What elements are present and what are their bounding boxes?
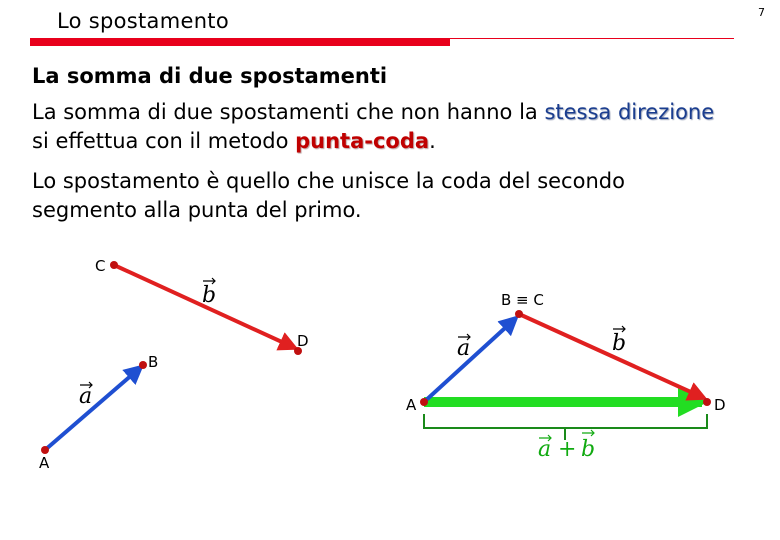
label-a: A	[406, 396, 417, 414]
point-a	[41, 446, 49, 454]
point-bc	[515, 310, 523, 318]
label-a: A	[39, 454, 50, 472]
vector-a-symbol: a	[79, 384, 93, 409]
paragraph-text: La somma di due spostamenti che non hanno la	[32, 100, 545, 124]
label-d: D	[714, 396, 726, 414]
highlight-method: punta-coda	[295, 129, 430, 153]
sum-b-symbol: b	[581, 437, 596, 462]
label-d: D	[297, 332, 309, 350]
vector-a-symbol: a	[457, 336, 471, 361]
label-b-equiv-c: B ≡ C	[501, 291, 544, 309]
vector-b-symbol: b	[612, 331, 627, 356]
section-heading: La somma di due spostamenti	[32, 64, 388, 88]
point-c	[110, 261, 118, 269]
vector-b-symbol: b	[202, 283, 217, 308]
paragraph-result: Lo spostamento è quello che unisce la coda del secondo segmento alla punta del primo.	[32, 169, 625, 222]
paragraph-text: .	[429, 129, 436, 153]
vector-a-line	[45, 367, 141, 450]
paragraph-text: si effettua con il metodo	[32, 129, 296, 153]
right-diagram	[406, 291, 726, 462]
sum-a-symbol: a	[538, 437, 552, 462]
left-diagram	[39, 257, 309, 472]
sum-plus-symbol: +	[558, 437, 577, 462]
label-c: C	[95, 257, 106, 275]
point-b	[139, 361, 147, 369]
label-b: B	[148, 353, 159, 371]
slide-number: 7	[758, 6, 765, 19]
highlight-direction: stessa direzione	[544, 100, 715, 124]
sum-b-arrow-icon	[582, 430, 594, 436]
point-d	[703, 398, 711, 406]
vector-b-line	[519, 314, 704, 398]
point-a	[420, 398, 428, 406]
slide-title: Lo spostamento	[57, 9, 229, 33]
